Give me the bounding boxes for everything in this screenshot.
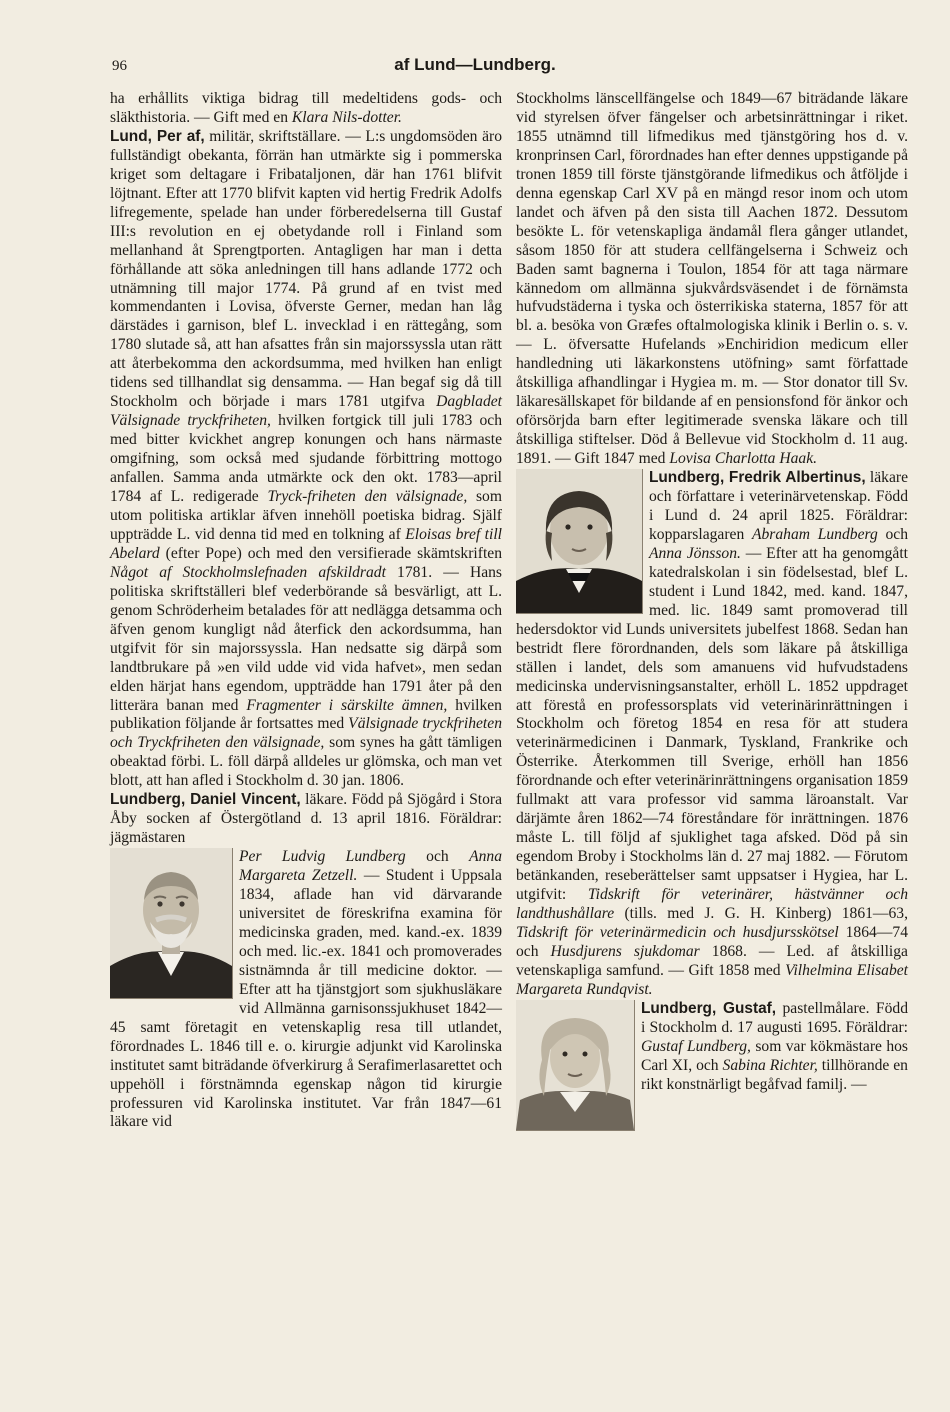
work-title: Dagbladet Välsignade tryckfriheten,	[110, 393, 502, 430]
entry-text: Stockholms länscellfängelse och 1849—67 biträdande läkare vid styrelsen öfver fängelser och arbetsinrättningar i riket. 1855 utnämnd till lifmedikus med tjänstgöring hos d. v. kronprinsen Carl, förordnades han efter dennes uppstigande på tronen 1859 till förste tjänstgörande lifmedikus och åtföljde i denna egenskap Carl XV på en mängd resor inom och utom landet och äfven på den sista till Aachen 1872. Dessutom besökte L. för vetenskapliga ändamål flera gånger utlandet, såsom 1850 för att studera cellfängelserna i Schweiz och Baden samt bagnerna i Toulon, 1854 för att taga närmare kännedom om allmänna sjukvårdsväsendet i de förnämsta hufvudstäderna i tyska och österrikiska staterna, 1857 för att bl. a. besöka von Græfes oftalmologiska klinik i Berlin o. s. v. — L. öfversatte Hufelands »Enchiridion medicum eller handledning uti läkarkonstens utöfning» samt författade åtskilliga afhandlingar i Hygiea m. m. — Stor donator till Sv. läkaresällskapet för bildande af en pensionsfond för änkor och oförsörjda barn efter legitimerade svenska läkare och till åtskilliga stiftelser. Död å Bellevue vid Stockholm d. 11 aug. 1891. — Gift 1847 med	[516, 90, 908, 468]
parent-name: Anna Margareta Zetzell.	[239, 848, 502, 885]
entry-continuation	[110, 90, 502, 128]
work-title: Tryck-friheten den välsignade,	[267, 488, 468, 506]
spouse-name: Vilhelmina Elisabet Margareta Rundqvist.	[516, 961, 908, 998]
entry-lund-per	[110, 128, 502, 791]
entry-headword: Lundberg, Fredrik Albertinus,	[649, 469, 866, 487]
entry-text: hvilken fortgick till juli 1783 och med bitter kvickhet angrep konungen och hans närmaste omgifning, som också med sjudande förbittring mottogo anfallen. Samma anda utmärkte ock den okt. 1783—april 1784 af L. redigerade	[110, 412, 502, 506]
page-number: 96	[112, 58, 127, 74]
work-title: Tidskrift för veterinärmedicin och husdjursskötsel	[516, 923, 839, 941]
entry-text: och	[405, 848, 470, 866]
entry-text: tillhörande en rikt konstnärligt begåfvad familj. —	[641, 1056, 908, 1093]
entry-text: (tills. med J. G. H. Kinberg) 1861—63,	[614, 904, 908, 922]
entry-text: ha erhållits viktiga bidrag till medeltidens gods- och släkthistoria. — Gift med en	[110, 90, 502, 126]
spouse-name: Klara Nils-dotter.	[291, 108, 402, 126]
entry-text: 1781. — Hans politiska skriftställeri blef vederbörande så besvärligt, att L. genom Schröderheim betalades för att nedlägga detsamma och äfven genom kungligt nåd återfick den ackordsumma, han utgifvit för sin majorssyssla. Han nedsatte sig därpå som landtbrukare på »en vild udde vid vida hafvet», men sedan elden härjat hans egendom, uppträdde han 1791 åter på den litterära banan med	[110, 563, 502, 714]
entry-text: (efter Pope) och med den versifierade skämtskriften	[159, 544, 502, 562]
entry-lundberg-fredrik-albertinus	[516, 469, 908, 1000]
entry-lundberg-gustaf	[516, 1000, 908, 1095]
entry-text: som synes ha gått tämligen obeaktad förbi. L. föll därpå alldeles ur glömska, och man vet blott, att han afled i Stockholm d. 30 jan. 1806.	[110, 734, 502, 790]
entry-text: 1868. — Led. af åtskilliga vetenskapliga samfund. — Gift 1858 med	[516, 942, 908, 979]
portrait-daniel-vincent	[110, 848, 233, 999]
entry-text: som utom politiska artiklar äfven innehöll poetiska bidrag. Själf uppträdde L. vid denna tid med en tolkning af	[110, 488, 502, 543]
entry-text: 1864—74 och	[516, 923, 908, 960]
work-title: Tidskrift för veterinärer, hästvänner och landthushållare	[516, 886, 908, 922]
entry-text: — Student i Uppsala 1834, aflade han vid därvarande universitet de föreskrifna examina för medicinska graden, med. kand.-ex. 1839 och med. lic.-ex. 1841 och promoverades sistnämnda år till medicine doktor. — Efter att ha tjänstgjort som sjukhusläkare vid Allmänna garnisonssjukhuset 1842—45 samt företagit en vetenskaplig resa till utlandet, förordnades L. 1846 till e. o. kirurgie adjunkt vid Karolinska institutet samt biträdande öfverkirurg å Serafimerlasarettet och uppehöll i förstnämnda egenskap någon tid kirurgie professuren vid Karolinska institutet. Var från 1847—61 läkare vid	[110, 867, 502, 1131]
entry-text: som var kökmästare hos Carl XI, och	[641, 1037, 908, 1074]
entry-lundberg-daniel-vincent	[110, 791, 502, 848]
entry-text: — Efter att ha genomgått katedralskolan i sin födelsestad, blef L. student i Lund 1842, med. kand. 1847, med. lic. 1849 samt promoverad till hedersdoktor vid Lunds universitets jubelfest 1868. Sedan han bestridt flere förordnanden, dels som läkare på åtskilliga ställen i landet, dels som amanuens vid hufvudstadens medicinska undervisningsanstalter, erhöll L. 1852 uppdraget att förestå en professorsplats vid veterinärinrättningen i Stockholm och företog 1854 en resa för att studera veterinärmedicinen i Danmark, Tyskland, Frankrike och Österrike. Återkommen till Sverige, erhöll han 1856 förordnande och efter veterinärinrättningens organisation 1859 fullmakt att vara professor vid samma läroanstalt. Var därjämte åren 1862—74 föreståndare för inrättningen. 1876 måste L. till följd af sjuklighet taga afsked. Död på sin egendom Broby i Stockholms län d. 27 maj 1882. — Förutom betänkanden, reseberättelser samt uppsatser i Hygiea, har L. utgifvit:	[516, 544, 908, 904]
work-title: Eloisas bref till Abelard	[110, 525, 502, 562]
parent-name: Abraham Lundberg	[751, 525, 878, 543]
entry-text: läkare. Född på Sjögård i Stora Åby socken af Östergötland d. 13 april 1816. Föräldrar: jägmästaren	[110, 791, 502, 847]
parent-name: Gustaf Lundberg,	[641, 1037, 751, 1055]
portrait-gustaf	[516, 1000, 635, 1131]
parent-name: Sabina Richter,	[722, 1056, 818, 1074]
entry-text: militär, skriftställare. — L:s ungdomsöden äro fullständigt obekanta, förrän han utmärkte sig i pommerska kriget som deltagare i Fribataljonen, där han 1761 blifvit löjtnant. Efter att 1770 blifvit kapten vid hertig Fredrik Adolfs lifregemente, spelade han under förberedelserna till Gustaf III:s revolution en ej obetydande roll i Finland som mellanhand åt Sprengtporten. Antagligen har man i detta förhållande att söka anledningen till hans adlande 1772 och utnämning till major 1774. På grund af en tvist med kommendanten i Lovisa, öfverste Gerner, medan han låg därstädes i garnison, blef L. invecklad i en rättegång, som 1780 slutade så, att han afsattes från sin majorssyssla utan rätt att återbekomma den ackordsumma, med hvilken han enligt tidens sed tillhandlat sig densamma. — Han begaf sig då till Stockholm och började i mars 1781 utgifva	[110, 127, 502, 411]
spouse-name: Lovisa Charlotta Haak.	[669, 450, 818, 468]
entry-text: pastellmålare. Född i Stockholm d. 17 augusti 1695. Föräldrar:	[641, 999, 908, 1036]
work-title: Välsignade tryckfriheten och Tryckfriheten den välsignade,	[110, 715, 502, 752]
left-column	[110, 90, 502, 1132]
entry-text: läkare och författare i veterinärvetenskap. Född i Lund d. 24 april 1825. Föräldrar: kopparslagaren	[649, 469, 908, 543]
running-title: af Lund—Lundberg.	[394, 55, 556, 74]
work-title: Fragmenter i särskilte ämnen,	[246, 696, 448, 714]
right-column	[516, 90, 908, 1133]
entry-text: och	[877, 525, 908, 543]
entry-headword: Lund, Per af,	[110, 127, 205, 145]
work-title: Något af Stockholmslefnaden afskildradt	[110, 563, 386, 581]
parent-name: Anna Jönsson.	[649, 544, 741, 562]
work-title: Husdjurens sjukdomar	[550, 942, 700, 960]
portrait-fredrik-albertinus	[516, 469, 643, 614]
entry-text: hvilken publikation följande år fortsattes med	[110, 696, 502, 733]
entry-lundberg-daniel-vincent-cont	[516, 90, 908, 469]
entry-lundberg-daniel-vincent-body	[110, 848, 502, 1132]
parent-name: Per Ludvig Lundberg	[239, 848, 406, 866]
entry-headword: Lundberg, Gustaf,	[641, 999, 777, 1017]
entry-headword: Lundberg, Daniel Vincent,	[110, 791, 301, 809]
